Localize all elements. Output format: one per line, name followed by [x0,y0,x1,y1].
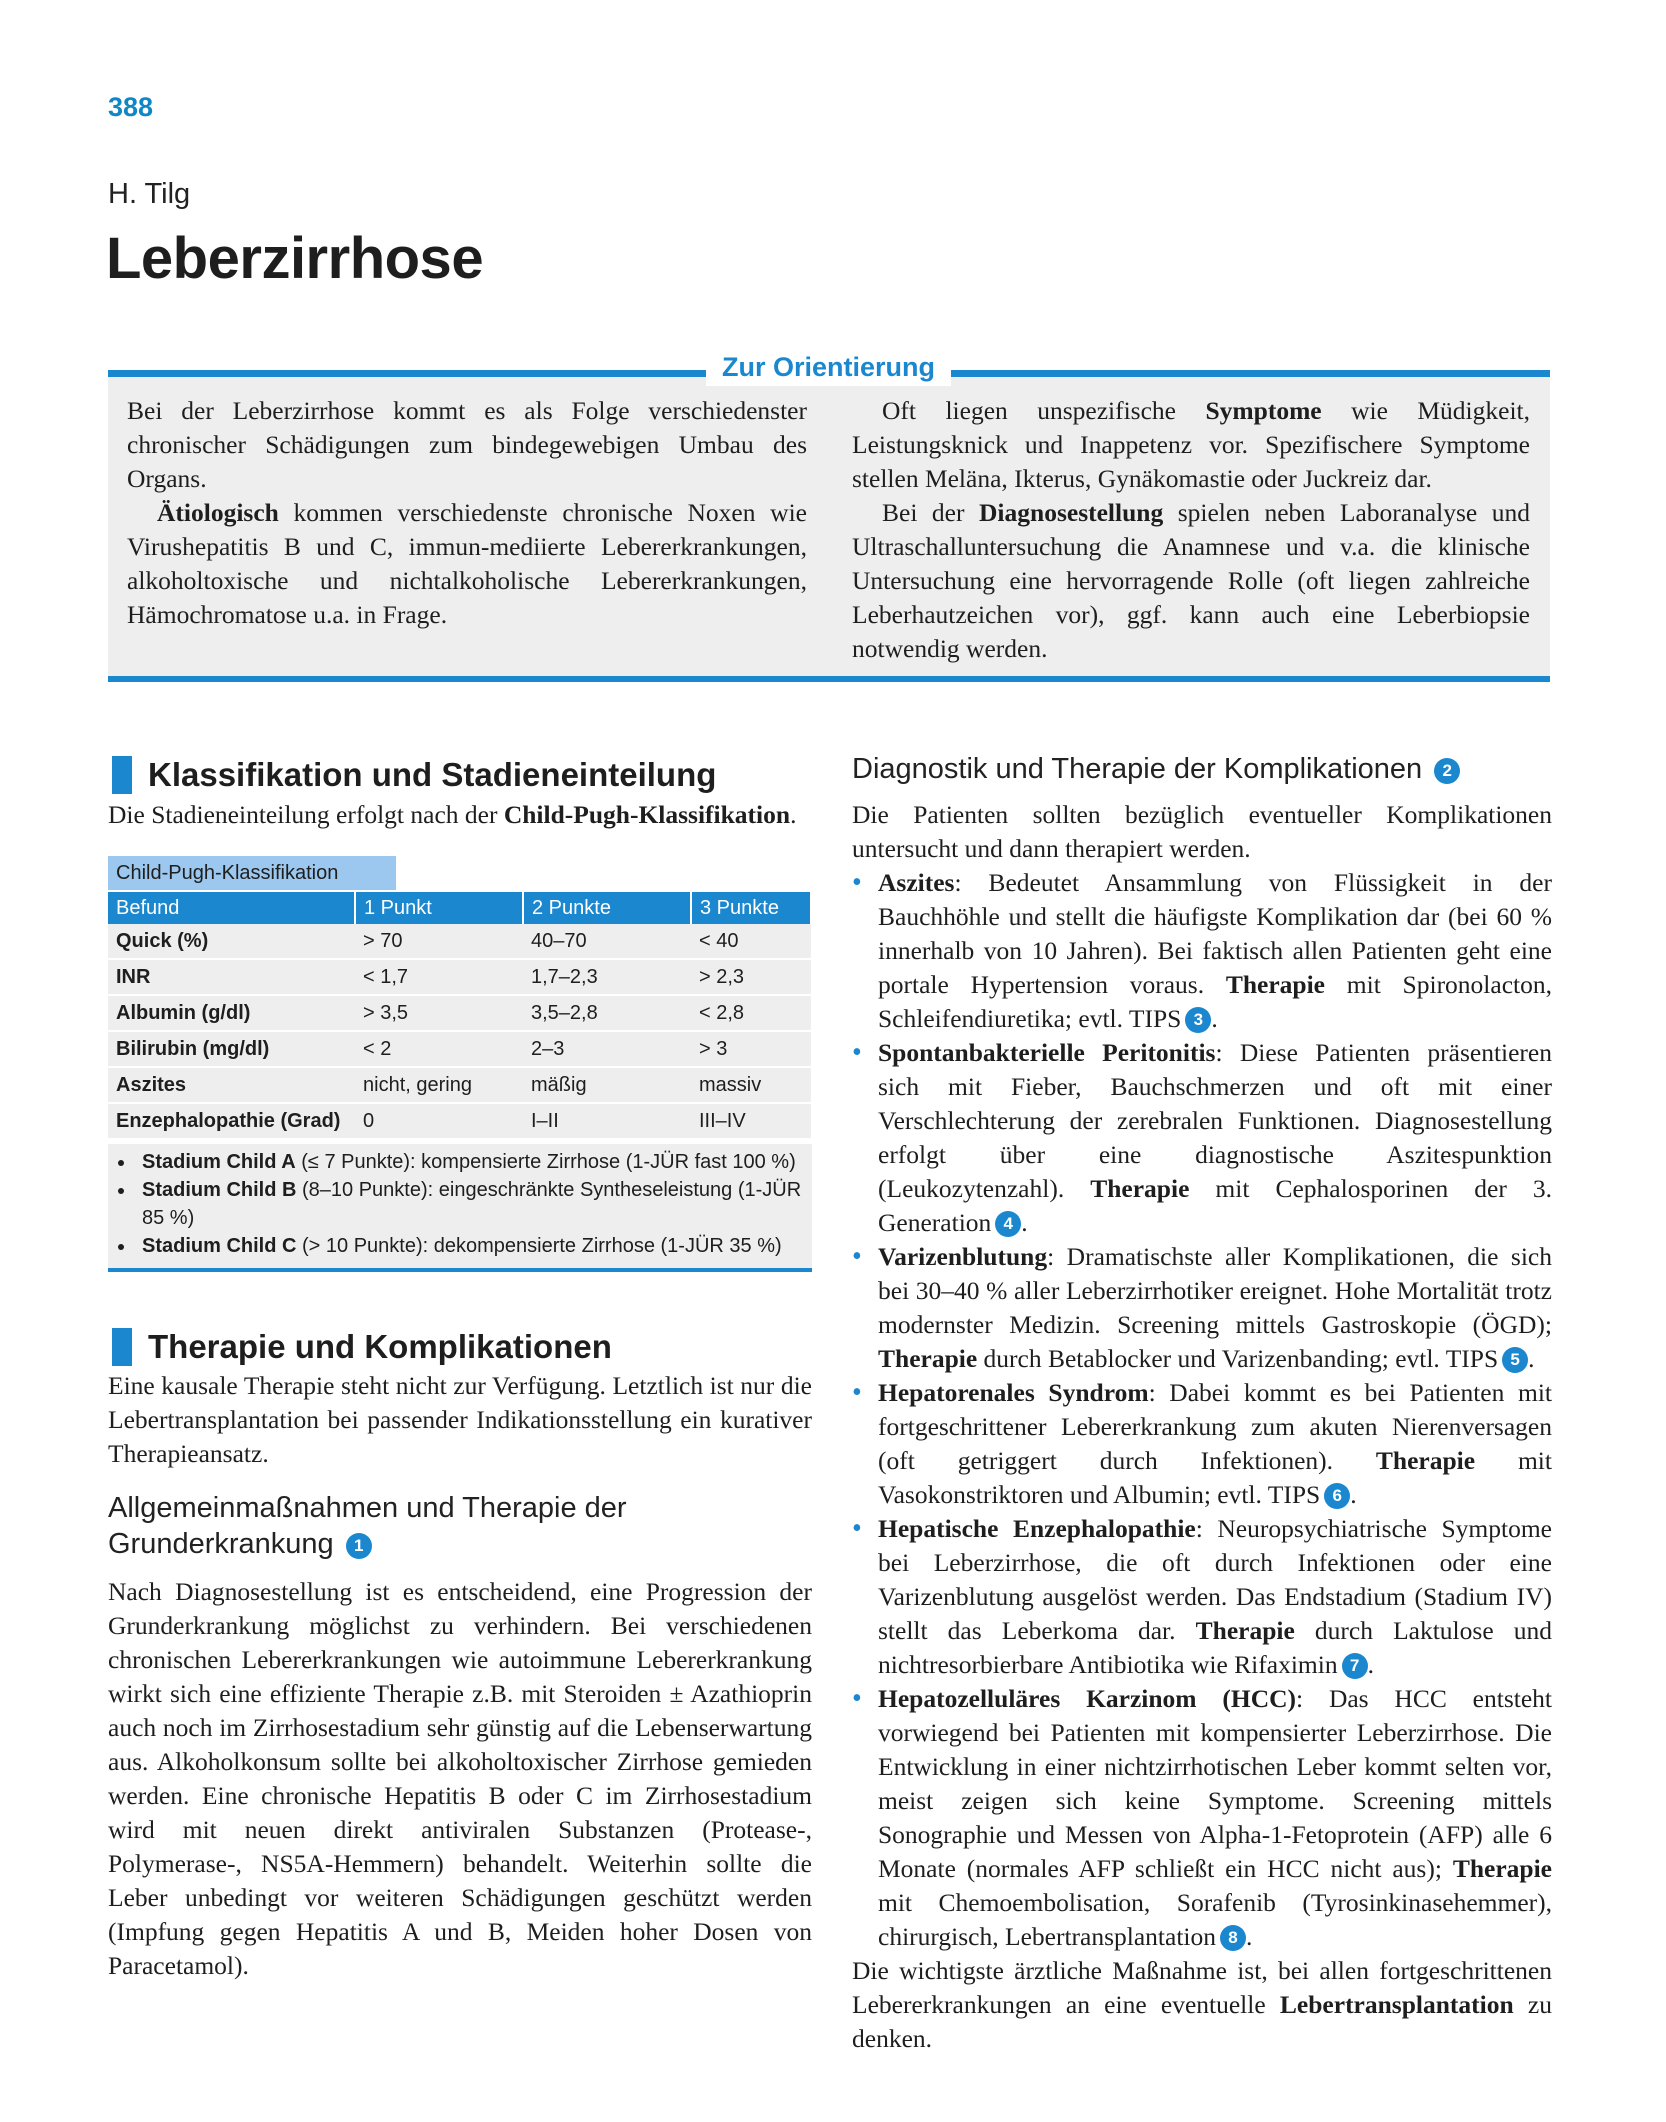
bold-term: Therapie [1090,1174,1190,1203]
bold-term: Therapie [1375,1446,1476,1475]
marker-badge: 3 [1185,1007,1211,1033]
bold-term: Stadium Child B [142,1179,297,1201]
table-cell: < 2,8 [691,995,811,1031]
chapter-title: Leberzirrhose [106,226,484,291]
child-pugh-table [108,892,812,1140]
marker-badge: 5 [1502,1347,1528,1373]
orientation-paragraph: Bei der Diagnosestellung spielen neben Laboranalyse und Ultraschalluntersuchung die Anamnese und v.a. die klinische Untersuchung eine hervorragende Rolle (oft liegen zahlreiche Leberhautzeichen vor), ggf. kann auch eine Leberbiopsie notwendig werden. [852,498,1530,663]
table-header-cell: Befund [108,892,355,924]
table-cell: Quick (%) [108,924,355,959]
complication-text: Aszites: Bedeutet Ansammlung von Flüssigkeit in der Bauchhöhle und stellt die häufigste Komplikation dar (bei 60 % innerhalb von 10 Jahren). Bei faktisch allen Patienten geht eine portale Hypertension voraus. Therapie mit Spironolacton, Schleifendiuretika; evtl. TIPS [878,868,1552,1033]
orientation-paragraph: Ätiologisch kommen verschiedenste chronische Noxen wie Virushepatitis B und C, immun-mediierte Lebererkrankungen, alkoholtoxische und nichtalkoholische Lebererkrankungen, Hämochromatose u.a. in Frage. [127,498,807,629]
table-cell: 2–3 [523,1031,691,1067]
table-cell: Albumin (g/dl) [108,995,355,1031]
bold-term: Aszites [878,868,955,897]
complications-closing: Die wichtigste ärztliche Maßnahme ist, bei allen fortgeschrittenen Lebererkrankungen an eine eventuelle Lebertransplantation zu denken. [852,1956,1552,2053]
table-cell: 0 [355,1103,523,1139]
table-note: • Stadium Child C (> 10 Punkte): dekompensierte Zirrhose (1-JÜR 35 %) [136,1232,812,1260]
classification-intro: Die Stadieneinteilung erfolgt nach der Child-Pugh-Klassifikation. [108,800,797,829]
marker-badge: 6 [1324,1483,1350,1509]
table-cell: 3,5–2,8 [523,995,691,1031]
complication-text: Varizenblutung: Dramatischste aller Komplikationen, die sich bei 30–40 % aller Leberzirrhotiker ereignet. Hohe Mortalität trotz modernster Medizin. Screening mittels Gastroskopie (ÖGD); Therapie durch Betablocker und Varizenbanding; evtl. TIPS [878,1242,1552,1373]
bold-term: Lebertransplantation [1279,1990,1514,2019]
table-cell: < 40 [691,924,811,959]
complication-item: • Hepatozelluläres Karzinom (HCC): Das HCC entsteht vorwiegend bei Patienten mit kompensierter Leberzirrhose. Die Entwicklung in einer nichtzirrhotischen Leber kommt selten vor, meist zeigen sich keine Symptome. Screening mittels Sonographie und Messen von Alpha-1-Fetoprotein (AFP) alle 6 Monate (normales AFP schließt ein HCC nicht aus); Therapie mit Chemoembolisation, Sorafenib (Tyrosinkinasehemmer), chirurgisch, Lebertransplantation 8 . [852,1682,1552,1954]
complication-text: Hepatische Enzephalopathie: Neuropsychiatrische Symptome bei Leberzirrhose, die oft durch Infektionen oder eine Varizenblutung ausgelöst werden. Das Endstadium (Stadium IV) stellt das Leberkoma dar. Therapie durch Laktulose und nichtresorbierbare Antibiotika wie Rifaximin [878,1514,1552,1679]
table-header-row [108,892,811,924]
marker-badge: 2 [1434,758,1460,784]
section-heading-text: Therapie und Komplikationen [148,1328,612,1365]
section-heading-therapy [108,1327,612,1367]
table-cell: 40–70 [523,924,691,959]
marker-badge: 7 [1342,1653,1368,1679]
table-cell: mäßig [523,1067,691,1103]
table-header-cell: 1 Punkt [355,892,523,924]
complication-item: • Aszites: Bedeutet Ansammlung von Flüssigkeit in der Bauchhöhle und stellt die häufigste Komplikation dar (bei 60 % innerhalb von 10 Jahren). Bei faktisch allen Patienten geht eine portale Hypertension voraus. Therapie mit Spironolacton, Schleifendiuretika; evtl. TIPS 3 . [852,866,1552,1036]
complication-item: • Spontanbakterielle Peritonitis: Diese Patienten präsentieren sich mit Fieber, Bauchschmerzen und oft mit einer Verschlechterung der zerebralen Funktionen. Diagnosestellung erfolgt über eine diagnostische Aszitespunktion (Leukozytenzahl). Therapie mit Cephalosporinen der 3. Generation 4 . [852,1036,1552,1240]
bold-term: Hepatorenales Syndrom [878,1378,1149,1407]
table-cell: III–IV [691,1103,811,1139]
table-row [108,995,811,1031]
table-cell: nicht, gering [355,1067,523,1103]
complication-text: Hepatorenales Syndrom: Dabei kommt es bei Patienten mit fortgeschrittener Lebererkrankung zum akuten Nierenversagen (oft getriggert durch Infektionen). Therapie mit Vasokonstriktoren und Albumin; evtl. TIPS [878,1378,1553,1509]
complications-column [852,798,1552,2056]
bold-term: Stadium Child A [142,1151,296,1173]
table-notes [108,1144,812,1272]
table-cell: 1,7–2,3 [523,959,691,995]
table-row [108,1067,811,1103]
table-header-cell: 3 Punkte [691,892,811,924]
bold-term: Ätiologisch [157,498,279,527]
table-cell: > 3,5 [355,995,523,1031]
orientation-right-column [852,394,1530,666]
section-marker-bar [112,1328,132,1366]
section-marker-bar [112,756,132,794]
table-cell: < 1,7 [355,959,523,995]
table-note: • Stadium Child B (8–10 Punkte): eingeschränkte Syntheseleistung (1-JÜR 85 %) [136,1176,812,1232]
author: H. Tilg [108,178,191,210]
table-caption: Child-Pugh-Klassifikation [108,856,396,890]
table-cell: > 2,3 [691,959,811,995]
table-cell: Bilirubin (mg/dl) [108,1031,355,1067]
bold-term: Therapie [1452,1854,1552,1883]
orientation-heading: Zur Orientierung [706,348,951,386]
subsection-heading-text: Diagnostik und Therapie der Komplikationen [852,753,1423,785]
table-cell: > 3 [691,1031,811,1067]
complications-list [852,866,1552,1954]
table-row [108,959,811,995]
subsection-heading-complications [852,751,1552,787]
complication-item: • Varizenblutung: Dramatischste aller Komplikationen, die sich bei 30–40 % aller Leberzirrhotiker ereignet. Hohe Mortalität trotz modernster Medizin. Screening mittels Gastroskopie (ÖGD); Therapie durch Betablocker und Varizenbanding; evtl. TIPS 5 . [852,1240,1552,1376]
bold-term: Symptome [1205,396,1322,425]
table-row [108,924,811,959]
bold-term: Hepatische Enzephalopathie [878,1514,1196,1543]
marker-badge: 8 [1220,1925,1246,1951]
bold-term: Spontanbakterielle Peritonitis [878,1038,1216,1067]
bold-term: Diagnosestellung [979,498,1164,527]
section-heading-text: Klassifikation und Stadieneinteilung [148,756,717,793]
complication-text: Hepatozelluläres Karzinom (HCC): Das HCC entsteht vorwiegend bei Patienten mit kompensierter Leberzirrhose. Die Entwicklung in einer nichtzirrhotischen Leber kommt selten vor, meist zeigen sich keine Symptome. Screening mittels Sonographie und Messen von Alpha-1-Fetoprotein (AFP) alle 6 Monate (normales AFP schließt ein HCC nicht aus); Therapie mit Chemoembolisation, Sorafenib (Tyrosinkinasehemmer), chirurgisch, Lebertransplantation [878,1684,1552,1951]
page-number: 388 [108,92,154,122]
bold-term: Hepatozelluläres Karzinom (HCC) [878,1684,1297,1713]
marker-badge: 1 [346,1533,372,1559]
table-cell: Enzephalopathie (Grad) [108,1103,355,1139]
table-header-cell: 2 Punkte [523,892,691,924]
table-cell: Aszites [108,1067,355,1103]
table-cell: INR [108,959,355,995]
bold-term: Therapie [878,1344,978,1373]
bold-term: Varizenblutung [878,1242,1048,1271]
subsection-heading-general [108,1490,708,1562]
marker-badge: 4 [995,1211,1021,1237]
orientation-paragraph: Bei der Leberzirrhose kommt es als Folge verschiedenster chronischer Schädigungen zum bindegewebigen Umbau des Organs. [127,396,807,493]
orientation-paragraph: Oft liegen unspezifische Symptome wie Müdigkeit, Leistungsknick und Inappetenz vor. Spezifischere Symptome stellen Meläna, Ikterus, Gynäkomastie oder Juckreiz dar. [852,396,1530,493]
bold-term: Stadium Child C [142,1235,297,1257]
table-note: • Stadium Child A (≤ 7 Punkte): kompensierte Zirrhose (1-JÜR fast 100 %) [136,1148,812,1176]
complication-text: Spontanbakterielle Peritonitis: Diese Patienten präsentieren sich mit Fieber, Bauchschmerzen und oft mit einer Verschlechterung der zerebralen Funktionen. Diagnosestellung erfolgt über eine diagnostische Aszitespunktion (Leukozytenzahl). Therapie mit Cephalosporinen der 3. Generation [878,1038,1552,1237]
table-row [108,1103,811,1139]
bold-term: Therapie [1195,1616,1295,1645]
bold-term: Therapie [1225,970,1326,999]
table-row [108,1031,811,1067]
table-cell: I–II [523,1103,691,1139]
section-heading-classification [108,755,716,795]
table-cell: < 2 [355,1031,523,1067]
bold-term: Child-Pugh-Klassifikation [503,800,791,829]
table-cell: > 70 [355,924,523,959]
complication-item: • Hepatorenales Syndrom: Dabei kommt es bei Patienten mit fortgeschrittener Lebererkrankung zum akuten Nierenversagen (oft getriggert durch Infektionen). Therapie mit Vasokonstriktoren und Albumin; evtl. TIPS 6 . [852,1376,1552,1512]
therapy-intro: Eine kausale Therapie steht nicht zur Verfügung. Letztlich ist nur die Lebertransplantation bei passender Indikationsstellung ein kurativer Therapieansatz. [108,1371,812,1468]
orientation-left-column [127,394,807,632]
complications-intro: Die Patienten sollten bezüglich eventueller Komplikationen untersucht und dann therapiert werden. [852,800,1552,863]
table-cell: massiv [691,1067,811,1103]
subsection-heading-text: Allgemeinmaßnahmen und Therapie der Grunderkrankung [108,1492,627,1560]
complication-item: • Hepatische Enzephalopathie: Neuropsychiatrische Symptome bei Leberzirrhose, die oft durch Infektionen oder eine Varizenblutung ausgelöst werden. Das Endstadium (Stadium IV) stellt das Leberkoma dar. Therapie durch Laktulose und nichtresorbierbare Antibiotika wie Rifaximin 7 . [852,1512,1552,1682]
therapy-general-text: Nach Diagnosestellung ist es entscheidend, eine Progression der Grunderkrankung möglichst zu verhindern. Bei verschiedenen chronischen Lebererkrankungen wie autoimmune Lebererkrankung wirkt sich eine effiziente Therapie z.B. mit Steroiden ± Azathioprin auch noch im Zirrhosestadium sehr günstig auf die Lebenserwartung aus. Alkoholkonsum sollte bei alkoholtoxischer Zirrhose gemieden werden. Eine chronische Hepatitis B oder C im Zirrhosestadium wird mit neuen direkt antiviralen Substanzen (Protease-, Polymerase-, NS5A-Hemmern) behandelt. Weiterhin sollte die Leber unbedingt vor weiteren Schädigungen geschützt werden (Impfung gegen Hepatitis A und B, Meiden hoher Dosen von Paracetamol). [108,1577,812,1980]
